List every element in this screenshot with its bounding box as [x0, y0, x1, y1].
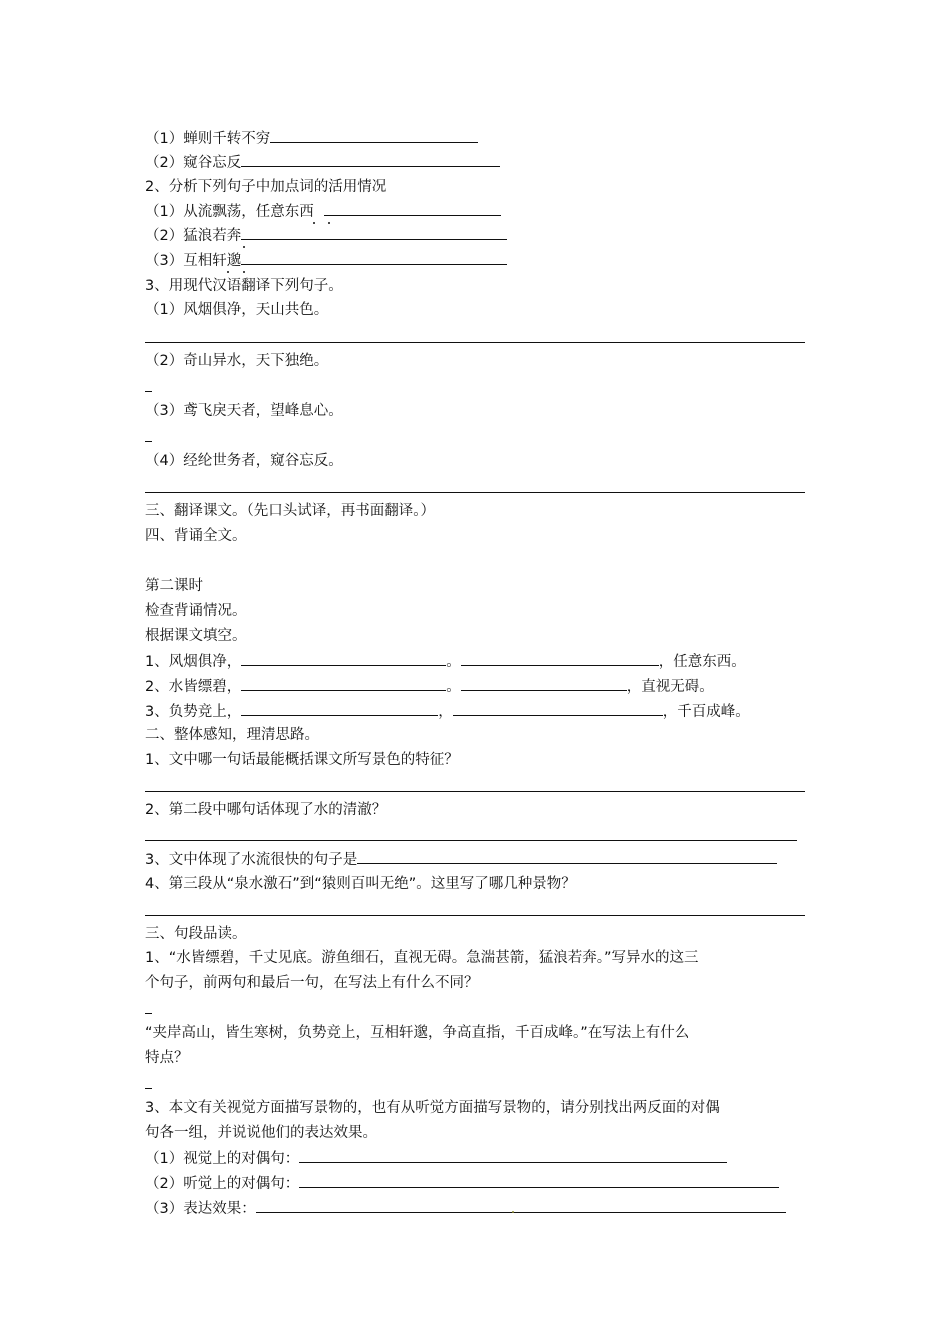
answer-mark[interactable] [145, 1013, 152, 1014]
answer-blank[interactable] [357, 849, 777, 864]
question-text: （1）风烟俱净，天山共色。 [145, 302, 329, 318]
question-line [145, 250, 507, 271]
answer-blank[interactable] [241, 651, 446, 666]
question-text: （2）奇山异水，天下独绝。 [145, 353, 329, 369]
answer-blank[interactable] [241, 250, 507, 265]
question-line [145, 225, 507, 246]
question-text: 特点？ [145, 1050, 189, 1066]
question-line [145, 849, 777, 870]
answer-mark[interactable] [145, 441, 152, 442]
question-line [145, 128, 478, 149]
lesson-heading: 第二课时 [145, 578, 203, 594]
answer-blank[interactable] [241, 152, 500, 167]
question-heading: 2、分析下列句子中加点词的活用情况 [145, 179, 387, 195]
section-heading: 三、翻译课文。（先口头试译，再书面翻译。） [145, 503, 435, 519]
emphasis-dot [313, 222, 315, 224]
answer-blank[interactable] [241, 676, 446, 691]
fill-text: ， [438, 704, 453, 720]
question-line [145, 1148, 727, 1169]
section-heading: 三、句段品读。 [145, 926, 247, 942]
question-text: （4）经纶世务者，窥谷忘反。 [145, 453, 343, 469]
fill-text: 。 [446, 679, 461, 695]
question-text: （2）窥谷忘反 [145, 155, 242, 171]
question-text: （1）视觉上的对偶句： [145, 1151, 300, 1167]
question-text: “夹岸高山，皆生寒树，负势竞上，互相轩邈，争高直指，千百成峰。”在写法上有什么 [145, 1025, 690, 1041]
question-line [145, 152, 500, 173]
question-text: （1）从流飘荡，任意东西 [145, 204, 314, 220]
emphasis-dot [328, 222, 330, 224]
question-text: 1、文中哪一句话最能概括课文所写景色的特征？ [145, 752, 459, 768]
answer-blank[interactable] [461, 676, 627, 691]
question-text: 句各一组，并说说他们的表达效果。 [145, 1125, 377, 1141]
question-text: （3）鸢飞戾天者，望峰息心。 [145, 403, 343, 419]
answer-blank[interactable] [324, 201, 501, 216]
question-text: 1、“水皆缥碧，千丈见底。游鱼细石，直视无碍。急湍甚箭，猛浪若奔。”写异水的这三 [145, 950, 699, 966]
fill-text: ，直视无碍。 [626, 679, 714, 695]
emphasis-dot [227, 271, 229, 273]
answer-blank[interactable] [299, 1173, 779, 1188]
answer-mark[interactable] [145, 391, 152, 392]
question-text: 3、本文有关视觉方面描写景物的，也有从听觉方面描写景物的，请分别找出两反面的对偶 [145, 1100, 720, 1116]
answer-line[interactable] [145, 840, 797, 841]
instruction-text: 根据课文填空。 [145, 628, 247, 644]
answer-blank[interactable] [241, 225, 507, 240]
question-text: （1）蝉则千转不穷 [145, 131, 271, 147]
section-heading: 二、整体感知，理清思路。 [145, 727, 319, 743]
answer-line[interactable] [145, 915, 805, 916]
answer-line[interactable] [145, 791, 805, 792]
question-text: （3）互相轩邈 [145, 253, 242, 269]
fill-text: ，千百成峰。 [662, 704, 750, 720]
fill-text: 2、水皆缥碧， [145, 679, 242, 695]
question-line [145, 1198, 786, 1219]
emphasis-dot [243, 271, 245, 273]
answer-blank[interactable] [256, 1198, 786, 1213]
fill-text: 。 [446, 654, 461, 670]
answer-blank[interactable] [270, 128, 478, 143]
question-line [145, 1173, 779, 1194]
answer-blank[interactable] [299, 1148, 727, 1163]
stray-dot [512, 1211, 514, 1213]
question-text: 4、第三段从“泉水激石”到“猿则百叫无绝”。这里写了哪几种景物？ [145, 876, 576, 892]
instruction-text: 检查背诵情况。 [145, 603, 247, 619]
answer-line[interactable] [145, 342, 805, 343]
question-text: （2）听觉上的对偶句： [145, 1176, 300, 1192]
question-line [145, 201, 501, 222]
answer-blank[interactable] [453, 701, 663, 716]
question-heading: 3、用现代汉语翻译下列句子。 [145, 278, 343, 294]
fill-text: ，任意东西。 [658, 654, 746, 670]
question-text: （3）表达效果： [145, 1201, 256, 1217]
question-text: 个句子，前两句和最后一句，在写法上有什么不同？ [145, 975, 479, 991]
fill-text: 3、负势竞上， [145, 704, 242, 720]
section-heading: 四、背诵全文。 [145, 528, 247, 544]
emphasis-dot [243, 246, 245, 248]
fill-blank-line [145, 701, 750, 722]
question-text: 2、第二段中哪句话体现了水的清澈？ [145, 802, 387, 818]
question-text: 3、文中体现了水流很快的句子是 [145, 852, 358, 868]
fill-text: 1、风烟俱净， [145, 654, 242, 670]
answer-mark[interactable] [145, 1088, 152, 1089]
answer-line[interactable] [145, 492, 805, 493]
fill-blank-line [145, 651, 746, 672]
answer-blank[interactable] [241, 701, 438, 716]
answer-blank[interactable] [461, 651, 659, 666]
question-text: （2）猛浪若奔 [145, 228, 242, 244]
fill-blank-line [145, 676, 714, 697]
